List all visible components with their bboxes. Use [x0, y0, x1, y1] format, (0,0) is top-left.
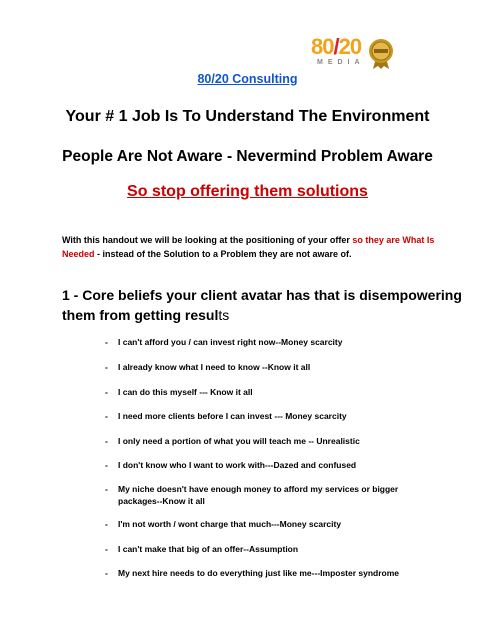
- award-seal-icon: [367, 38, 395, 70]
- intro-paragraph: [62, 233, 442, 261]
- bullet: -: [105, 519, 108, 529]
- list-item-text: My niche doesn't have enough money to afford my services or bigger packages--Know it all: [118, 484, 399, 506]
- section-heading-text: 1 - Core beliefs your client avatar has that is disempowering them from getting resul: [62, 287, 462, 323]
- intro-text-3: - instead of the Solution to a Problem they are not aware of.: [94, 249, 352, 259]
- bullet: -: [105, 387, 108, 397]
- list-item-text: I don't know who I want to work with---Dazed and confused: [118, 460, 357, 470]
- bullet: -: [105, 568, 108, 578]
- list-item-text: I can't afford you / can invest right now--Money scarcity: [118, 337, 343, 347]
- bullet: -: [105, 337, 108, 347]
- list-item-text: I'm not worth / wont charge that much---Money scarcity: [118, 519, 342, 529]
- bullet: -: [105, 411, 108, 421]
- logo-slash: /: [333, 34, 339, 59]
- intro-text-red: so they are What Is Needed: [62, 235, 435, 259]
- list-item-text: I only need a portion of what you will teach me -- Unrealistic: [118, 436, 360, 446]
- logo-wordmark: [311, 36, 361, 58]
- page-subtitle: People Are Not Aware - Nevermind Problem Aware: [62, 148, 433, 165]
- consulting-link[interactable]: 80/20 Consulting: [197, 72, 298, 86]
- bullet: -: [105, 362, 108, 372]
- red-heading: So stop offering them solutions: [127, 183, 368, 200]
- logo-20: 20: [338, 34, 362, 59]
- logo-8020-media: [311, 36, 395, 74]
- section-heading-tail: ts: [218, 307, 230, 323]
- logo-media-text: MEDIA: [317, 59, 365, 66]
- bullet: -: [105, 484, 108, 494]
- bullet: -: [105, 436, 108, 446]
- bullet: -: [105, 544, 108, 554]
- list-item-text: I can't make that big of an offer--Assumption: [118, 544, 299, 554]
- page-title: Your # 1 Job Is To Understand The Environment: [65, 108, 430, 125]
- intro-text-1: With this handout we will be looking at the positioning of your offer: [62, 235, 353, 245]
- logo-80: 80: [311, 34, 334, 59]
- list-item-text: I need more clients before I can invest --- Money scarcity: [118, 411, 347, 421]
- bullet: -: [105, 460, 108, 470]
- section-heading: [62, 285, 462, 325]
- list-item-text: My next hire needs to do everything just like me---Imposter syndrome: [118, 568, 400, 578]
- list-item-text: I already know what I need to know --Know it all: [118, 362, 311, 372]
- list-item-text: I can do this myself --- Know it all: [118, 387, 253, 397]
